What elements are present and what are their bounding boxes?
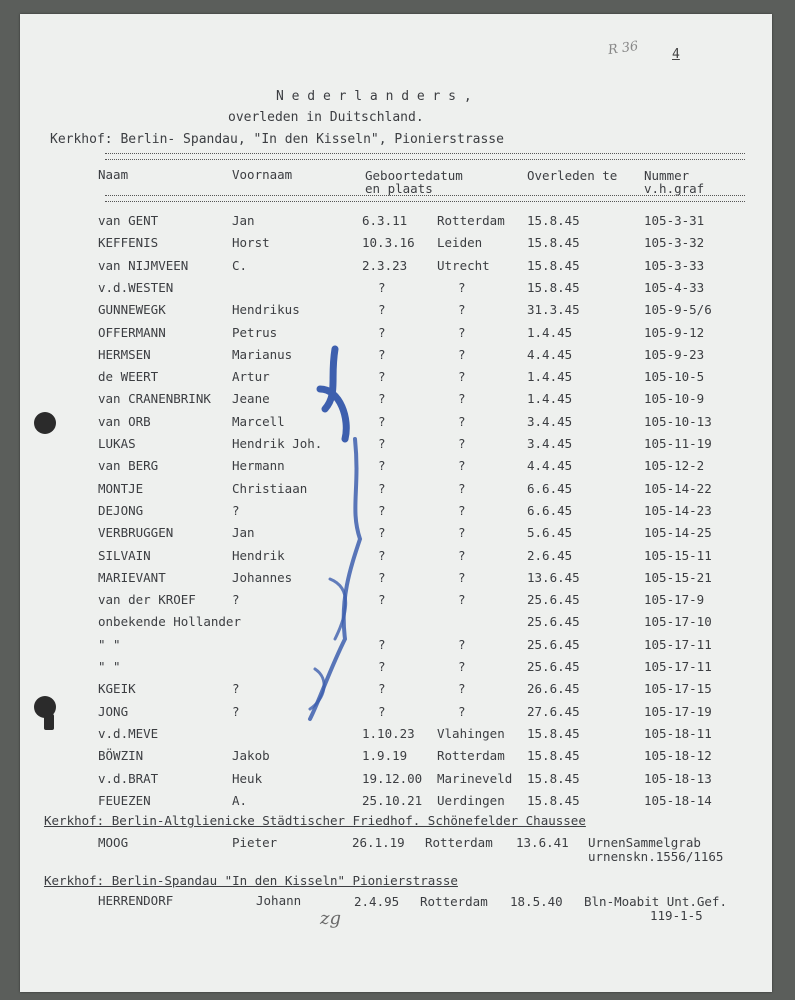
table-row-name: FEUEZEN [98, 793, 151, 808]
punch-hole-tab [44, 714, 54, 730]
table-row-birthplace: ? [458, 503, 466, 518]
table-row-death-date: 15.8.45 [527, 748, 580, 763]
table-row-birthdate: ? [378, 458, 386, 473]
table-row-name: BÖWZIN [98, 748, 144, 763]
table-row-birthplace: Leiden [437, 235, 483, 250]
table-row-birthdate: ? [378, 681, 386, 696]
column-overleden: Overleden te [527, 168, 618, 183]
table-row-name: van BERG [98, 458, 159, 473]
page-subtitle: overleden in Duitschland. [228, 110, 424, 125]
table-row-birthdate: 25.10.21 [362, 793, 423, 808]
table-row-first-name: Jeane [232, 391, 270, 406]
table-row-grave-number: 105-17-19 [644, 704, 712, 719]
table-row-grave-number: 105-12-2 [644, 458, 705, 473]
table-row-first-name: Marianus [232, 347, 293, 362]
table-row-death-date: 6.6.45 [527, 481, 573, 496]
table-row-name: MARIEVANT [98, 570, 166, 585]
table-row-death-date: 1.4.45 [527, 325, 573, 340]
table-row-grave-number-2: 119-1-5 [650, 908, 703, 923]
table-row-name: KGEIK [98, 681, 136, 696]
table-row-name: de WEERT [98, 369, 159, 384]
section-heading-spandau: Kerkhof: Berlin- Spandau, "In den Kisseln", Pionierstrasse [50, 132, 504, 147]
column-plaats: en plaats [365, 181, 433, 196]
table-row-grave-number: 105-18-11 [644, 726, 712, 741]
table-row-birthdate: ? [378, 704, 386, 719]
table-row-first-name: Petrus [232, 325, 278, 340]
section-heading-spandau-2: Kerkhof: Berlin-Spandau "In den Kisseln" Pionierstrasse [44, 873, 458, 888]
table-row-name: van NIJMVEEN [98, 258, 189, 273]
table-row-birthplace: ? [458, 436, 466, 451]
table-row-grave-number: 105-14-22 [644, 481, 712, 496]
table-row-grave-number: 105-3-31 [644, 213, 705, 228]
table-row-name: LUKAS [98, 436, 136, 451]
table-row-name: v.d.MEVE [98, 726, 159, 741]
table-row-birthplace: Uerdingen [437, 793, 505, 808]
table-row-name: HERMSEN [98, 347, 151, 362]
table-row-birthplace: ? [458, 391, 466, 406]
table-row-birthdate: ? [378, 637, 386, 652]
table-row-first-name: Artur [232, 369, 270, 384]
table-row-first-name: Johann [256, 893, 302, 908]
table-row-name: MONTJE [98, 481, 144, 496]
table-row-birthdate: ? [378, 414, 386, 429]
table-row-grave-number: 105-10-5 [644, 369, 705, 384]
table-row-death-date: 26.6.45 [527, 681, 580, 696]
table-row-name: VERBRUGGEN [98, 525, 174, 540]
table-row-name: HERRENDORF [98, 893, 174, 908]
table-row-first-name: Hendrik [232, 548, 285, 563]
column-nummer: Nummer [644, 168, 690, 183]
divider [105, 195, 745, 202]
table-row-death-date: 4.4.45 [527, 458, 573, 473]
page-title: N e d e r l a n d e r s , [276, 89, 472, 104]
table-row-grave-number: 105-9-5/6 [644, 302, 712, 317]
table-row-name: " " [98, 637, 121, 652]
table-row-first-name: Horst [232, 235, 270, 250]
table-row-name: DEJONG [98, 503, 144, 518]
table-row-first-name: Jan [232, 213, 255, 228]
table-row-birthdate: 1.10.23 [362, 726, 415, 741]
table-row-death-date: 15.8.45 [527, 771, 580, 786]
table-row-birthplace: ? [458, 414, 466, 429]
table-row-name: OFFERMANN [98, 325, 166, 340]
table-row-grave-number: 105-15-21 [644, 570, 712, 585]
table-row-death-date: 1.4.45 [527, 369, 573, 384]
table-row-name: GUNNEWEGK [98, 302, 166, 317]
table-row-birthplace: ? [458, 369, 466, 384]
table-row-death-date: 31.3.45 [527, 302, 580, 317]
table-row-first-name: Johannes [232, 570, 293, 585]
table-row-birthdate: ? [378, 325, 386, 340]
table-row-grave-number: 105-18-13 [644, 771, 712, 786]
table-row-name: MOOG [98, 835, 129, 850]
table-row-birthdate: ? [378, 548, 386, 563]
column-voornaam: Voornaam [232, 167, 293, 182]
table-row-grave-number: 105-10-9 [644, 391, 705, 406]
table-row-first-name: Christiaan [232, 481, 308, 496]
table-row-birthplace: Vlahingen [437, 726, 505, 741]
table-row-death-date: 25.6.45 [527, 592, 580, 607]
table-row-grave-number: 105-14-23 [644, 503, 712, 518]
table-row-birthdate: 2.4.95 [354, 894, 400, 909]
table-row-death-date: 25.6.45 [527, 659, 580, 674]
table-row-birthplace: ? [458, 681, 466, 696]
table-row-grave-number: 105-18-12 [644, 748, 712, 763]
table-row-grave-number: 105-3-32 [644, 235, 705, 250]
table-row-birthplace: ? [458, 458, 466, 473]
divider [105, 153, 745, 160]
table-row-grave-number: 105-17-11 [644, 659, 712, 674]
page-number: 4 [672, 47, 680, 62]
table-row-name: " " [98, 659, 121, 674]
table-row-birthplace: ? [458, 302, 466, 317]
table-row-name: v.d.BRAT [98, 771, 159, 786]
table-row-first-name: Marcell [232, 414, 285, 429]
table-row-birthdate: ? [378, 369, 386, 384]
table-row-first-name: Hendrik Joh. [232, 436, 323, 451]
table-row-birthplace: Rotterdam [425, 835, 493, 850]
table-row-birthplace: ? [458, 347, 466, 362]
table-row-name: KEFFENIS [98, 235, 159, 250]
table-row-birthdate: ? [378, 391, 386, 406]
table-row-birthplace: Rotterdam [437, 748, 505, 763]
table-row-birthplace: ? [458, 659, 466, 674]
table-row-grave-number: 105-10-13 [644, 414, 712, 429]
table-row-birthplace: ? [458, 280, 466, 295]
table-row-death-date: 5.6.45 [527, 525, 573, 540]
table-row-birthdate: ? [378, 280, 386, 295]
table-row-death-date: 15.8.45 [527, 793, 580, 808]
table-row-grave-number: 105-4-33 [644, 280, 705, 295]
table-row-birthplace: ? [458, 325, 466, 340]
table-row-name: JONG [98, 704, 129, 719]
table-row-grave-number: 105-18-14 [644, 793, 712, 808]
table-row-name: van der KROEF [98, 592, 196, 607]
table-row-death-date: 15.8.45 [527, 280, 580, 295]
blue-pencil-scribble [300, 339, 390, 739]
table-row-birthdate: ? [378, 302, 386, 317]
table-row-death-date: 15.8.45 [527, 213, 580, 228]
table-row-birthplace: ? [458, 481, 466, 496]
table-row-birthplace: ? [458, 570, 466, 585]
table-row-grave-number: 105-3-33 [644, 258, 705, 273]
table-row-grave-number: 105-17-10 [644, 614, 712, 629]
table-row-death-date: 18.5.40 [510, 894, 563, 909]
table-row-first-name: Heuk [232, 771, 263, 786]
table-row-death-date: 6.6.45 [527, 503, 573, 518]
table-row-birthdate: ? [378, 570, 386, 585]
table-row-birthplace: ? [458, 592, 466, 607]
table-row-first-name: ? [232, 704, 240, 719]
table-row-birthplace: Utrecht [437, 258, 490, 273]
table-row-death-date: 3.4.45 [527, 414, 573, 429]
table-row-name: SILVAIN [98, 548, 151, 563]
table-row-grave-number: 105-17-9 [644, 592, 705, 607]
table-row-first-name: C. [232, 258, 248, 273]
table-row-birthplace: ? [458, 637, 466, 652]
table-row-first-name: Hendrikus [232, 302, 300, 317]
table-row-first-name: ? [232, 592, 240, 607]
table-row-grave-number: 105-9-12 [644, 325, 705, 340]
table-row-death-date: 3.4.45 [527, 436, 573, 451]
column-grafnummer: v.h.graf [644, 181, 705, 196]
table-row-death-date: 25.6.45 [527, 637, 580, 652]
table-row-grave-number: 105-14-25 [644, 525, 712, 540]
table-row-death-date: 15.8.45 [527, 726, 580, 741]
table-row-death-date: 27.6.45 [527, 704, 580, 719]
table-row-birthdate: ? [378, 347, 386, 362]
table-row-name: van CRANENBRINK [98, 391, 211, 406]
table-row-name: van ORB [98, 414, 151, 429]
table-row-grave-number: 105-17-15 [644, 681, 712, 696]
table-row-death-date: 1.4.45 [527, 391, 573, 406]
table-row-birthplace: Marineveld [437, 771, 513, 786]
table-row-birthplace: ? [458, 525, 466, 540]
table-row-death-date: 2.6.45 [527, 548, 573, 563]
table-row-name: v.d.WESTEN [98, 280, 174, 295]
table-row-grave-number: 105-17-11 [644, 637, 712, 652]
table-row-birthdate: 26.1.19 [352, 835, 405, 850]
column-naam: Naam [98, 167, 129, 182]
table-row-first-name: Jan [232, 525, 255, 540]
table-row-name: van GENT [98, 213, 159, 228]
table-row-birthplace: ? [458, 704, 466, 719]
table-row-birthplace: Rotterdam [437, 213, 505, 228]
table-row-first-name: A. [232, 793, 248, 808]
table-row-first-name: ? [232, 503, 240, 518]
table-row-birthdate: ? [378, 481, 386, 496]
table-row-birthdate: ? [378, 503, 386, 518]
table-row-grave-number: 105-15-11 [644, 548, 712, 563]
punch-hole-top [34, 412, 56, 434]
table-row-first-name: Hermann [232, 458, 285, 473]
bottom-note: zg [320, 908, 342, 929]
table-row-death-date: 13.6.45 [527, 570, 580, 585]
table-row-first-name: ? [232, 681, 240, 696]
table-row-birthdate: 6.3.11 [362, 213, 408, 228]
table-row-grave-number: UrnenSammelgrab [588, 835, 701, 850]
table-row-birthdate: ? [378, 659, 386, 674]
table-row-birthdate: ? [378, 525, 386, 540]
table-row-death-date: 15.8.45 [527, 235, 580, 250]
table-row-death-date: 13.6.41 [516, 835, 569, 850]
table-row-first-name: Pieter [232, 835, 278, 850]
table-row-birthplace: Rotterdam [420, 894, 488, 909]
column-geboortedatum: Geboortedatum [365, 168, 463, 183]
table-row-birthdate: 2.3.23 [362, 258, 408, 273]
table-row-birthplace: ? [458, 548, 466, 563]
table-row-grave-number-2: urnenskn.1556/1165 [588, 849, 724, 864]
table-row-birthdate: 1.9.19 [362, 748, 408, 763]
table-row-death-date: 25.6.45 [527, 614, 580, 629]
table-row-death-date: 4.4.45 [527, 347, 573, 362]
corner-note: R 36 [607, 38, 640, 59]
section-heading-altglienicke: Kerkhof: Berlin-Altglienicke Städtischer Friedhof. Schönefelder Chaussee [44, 813, 586, 828]
table-row-first-name: Jakob [232, 748, 270, 763]
table-row-grave-number: 105-9-23 [644, 347, 705, 362]
table-row-death-date: 15.8.45 [527, 258, 580, 273]
table-row-birthdate: ? [378, 592, 386, 607]
table-row-birthdate: ? [378, 436, 386, 451]
table-row-birthdate: 19.12.00 [362, 771, 423, 786]
table-row-name: onbekende Hollander [98, 614, 241, 629]
table-row-grave-number: 105-11-19 [644, 436, 712, 451]
document-page [20, 14, 772, 992]
table-row-birthdate: 10.3.16 [362, 235, 415, 250]
table-row-grave-number: Bln-Moabit Unt.Gef. [584, 894, 727, 909]
